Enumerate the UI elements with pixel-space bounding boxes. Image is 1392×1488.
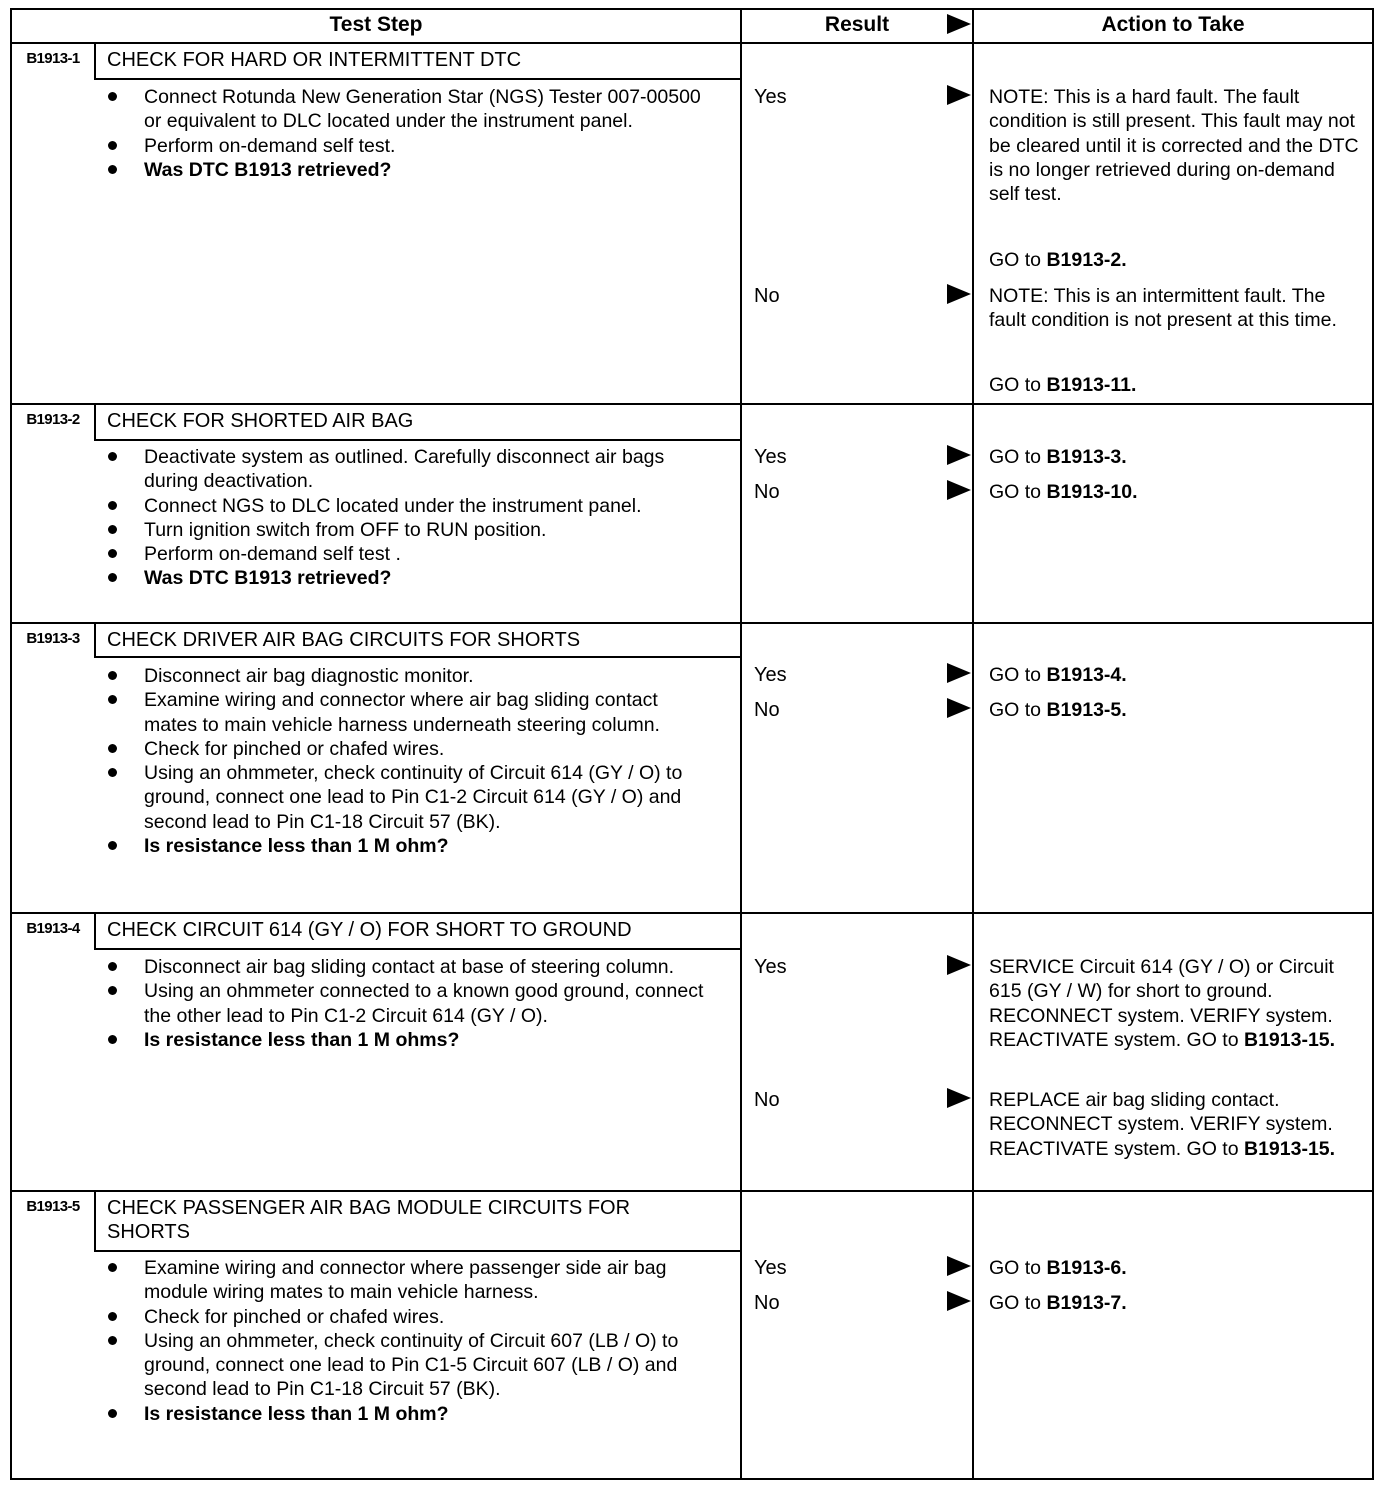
step-title: CHECK CIRCUIT 614 (GY / O) FOR SHORT TO GROUND xyxy=(107,919,632,941)
result-no: No xyxy=(754,1292,780,1314)
section-separator xyxy=(10,1190,1374,1192)
arrow-icon xyxy=(947,1088,971,1108)
header-bottom-border xyxy=(10,42,1374,44)
instruction-item: Turn ignition switch from OFF to RUN position. xyxy=(104,518,716,542)
instruction-question: Was DTC B1913 retrieved? xyxy=(104,158,716,182)
goto-reference: B1913-11. xyxy=(1046,374,1137,396)
result-no: No xyxy=(754,699,780,721)
action-goto: GO to B1913-6. xyxy=(989,1257,1127,1279)
step-instructions xyxy=(104,1256,716,1426)
result-no: No xyxy=(754,1089,780,1111)
instruction-item: Using an ohmmeter connected to a known good ground, connect the other lead to Pin C1-2 Circuit 614 (GY / O). xyxy=(104,979,716,1028)
arrow-icon xyxy=(947,284,971,304)
step-title: CHECK PASSENGER AIR BAG MODULE CIRCUITS FOR SHORTS xyxy=(107,1197,631,1243)
arrow-icon xyxy=(947,955,971,975)
action-goto: GO to B1913-10. xyxy=(989,481,1138,503)
action-text: REPLACE air bag sliding contact. RECONNECT system. VERIFY system. REACTIVATE system. GO to B1913-15. xyxy=(989,1089,1336,1160)
arrow-icon xyxy=(947,480,971,500)
step-instructions xyxy=(104,445,716,591)
action-goto: GO to B1913-2. xyxy=(989,249,1127,271)
goto-reference: B1913-10. xyxy=(1046,481,1138,503)
instruction-question: Is resistance less than 1 M ohm? xyxy=(104,834,716,858)
column-divider-step xyxy=(740,8,742,1480)
instruction-item: Using an ohmmeter, check continuity of Circuit 607 (LB / O) to ground, connect one lead to Pin C1-5 Circuit 607 (LB / O) and second lead to Pin C1-18 Circuit 57 (BK). xyxy=(104,1329,716,1402)
step-instructions xyxy=(104,664,716,858)
table-bottom-border xyxy=(10,1478,1374,1480)
result-no: No xyxy=(754,481,780,503)
instruction-item: Perform on-demand self test. xyxy=(104,134,716,158)
result-yes: Yes xyxy=(754,86,787,108)
action-text: SERVICE Circuit 614 (GY / O) or Circuit 615 (GY / W) for short to ground. RECONNECT system. VERIFY system. REACTIVATE system. GO to B1913-15. xyxy=(989,956,1336,1051)
action-goto: GO to B1913-5. xyxy=(989,699,1127,721)
section-separator xyxy=(10,403,1374,405)
goto-reference: B1913-2. xyxy=(1046,249,1127,271)
action-text: NOTE: This is a hard fault. The fault condition is still present. This fault may not be cleared until it is corrected and the DTC is no longer retrieved during on-demand self test. xyxy=(989,86,1359,206)
instruction-item: Connect NGS to DLC located under the instrument panel. xyxy=(104,494,716,518)
instruction-item: Examine wiring and connector where passenger side air bag module wiring mates to main vehicle harness. xyxy=(104,1256,716,1305)
result-yes: Yes xyxy=(754,1257,787,1279)
instruction-item: Examine wiring and connector where air bag sliding contact mates to main vehicle harness underneath steering column. xyxy=(104,688,716,737)
instruction-item: Disconnect air bag diagnostic monitor. xyxy=(104,664,716,688)
arrow-icon xyxy=(947,698,971,718)
step-title: CHECK FOR HARD OR INTERMITTENT DTC xyxy=(107,49,522,71)
section-separator xyxy=(10,912,1374,914)
goto-reference: B1913-15. xyxy=(1244,1137,1336,1160)
arrow-icon xyxy=(947,1256,971,1276)
instruction-item: Using an ohmmeter, check continuity of Circuit 614 (GY / O) to ground, connect one lead to Pin C1-2 Circuit 614 (GY / O) and second lead to Pin C1-18 Circuit 57 (BK). xyxy=(104,761,716,834)
action-text: NOTE: This is an intermittent fault. The fault condition is not present at this time. xyxy=(989,285,1337,332)
result-yes: Yes xyxy=(754,664,787,686)
result-yes: Yes xyxy=(754,446,787,468)
step-title: CHECK DRIVER AIR BAG CIRCUITS FOR SHORTS xyxy=(107,629,581,651)
action-goto: GO to B1913-11. xyxy=(989,374,1137,396)
header-result: Result xyxy=(824,13,890,36)
goto-reference: B1913-3. xyxy=(1046,446,1127,468)
header-test-step: Test Step xyxy=(329,13,423,36)
arrow-icon xyxy=(947,445,971,465)
instruction-item: Check for pinched or chafed wires. xyxy=(104,737,716,761)
table-right-border xyxy=(1372,8,1374,1480)
instruction-item: Disconnect air bag sliding contact at base of steering column. xyxy=(104,955,716,979)
section-separator xyxy=(10,622,1374,624)
action-goto: GO to B1913-4. xyxy=(989,664,1127,686)
arrow-icon xyxy=(947,85,971,105)
instruction-question: Was DTC B1913 retrieved? xyxy=(104,566,716,590)
goto-reference: B1913-4. xyxy=(1046,664,1127,686)
step-id: B1913-5 xyxy=(26,1198,80,1215)
goto-reference: B1913-5. xyxy=(1046,699,1127,721)
step-id: B1913-3 xyxy=(26,630,80,647)
goto-reference: B1913-7. xyxy=(1046,1292,1127,1314)
goto-reference: B1913-6. xyxy=(1046,1257,1127,1279)
header-arrow-icon xyxy=(947,14,971,34)
step-title: CHECK FOR SHORTED AIR BAG xyxy=(107,410,414,432)
step-id: B1913-1 xyxy=(26,50,80,67)
instruction-question: Is resistance less than 1 M ohm? xyxy=(104,1402,716,1426)
instruction-item: Connect Rotunda New Generation Star (NGS) Tester 007-00500 or equivalent to DLC located under the instrument panel. xyxy=(104,85,716,134)
action-goto: GO to B1913-3. xyxy=(989,446,1127,468)
instruction-question: Is resistance less than 1 M ohms? xyxy=(104,1028,716,1052)
result-yes: Yes xyxy=(754,956,787,978)
arrow-icon xyxy=(947,663,971,683)
step-id: B1913-4 xyxy=(26,920,80,937)
column-divider-result xyxy=(972,8,974,1480)
instruction-item: Perform on-demand self test . xyxy=(104,542,716,566)
step-instructions xyxy=(104,85,716,182)
step-instructions xyxy=(104,955,716,1052)
instruction-item: Check for pinched or chafed wires. xyxy=(104,1305,716,1329)
action-goto: GO to B1913-7. xyxy=(989,1292,1127,1314)
goto-reference: B1913-15. xyxy=(1244,1028,1336,1051)
step-id: B1913-2 xyxy=(26,411,80,428)
arrow-icon xyxy=(947,1291,971,1311)
result-no: No xyxy=(754,285,780,307)
table-left-border xyxy=(10,8,12,1480)
header-action: Action to Take xyxy=(1101,13,1245,36)
instruction-item: Deactivate system as outlined. Carefully disconnect air bags during deactivation. xyxy=(104,445,716,494)
